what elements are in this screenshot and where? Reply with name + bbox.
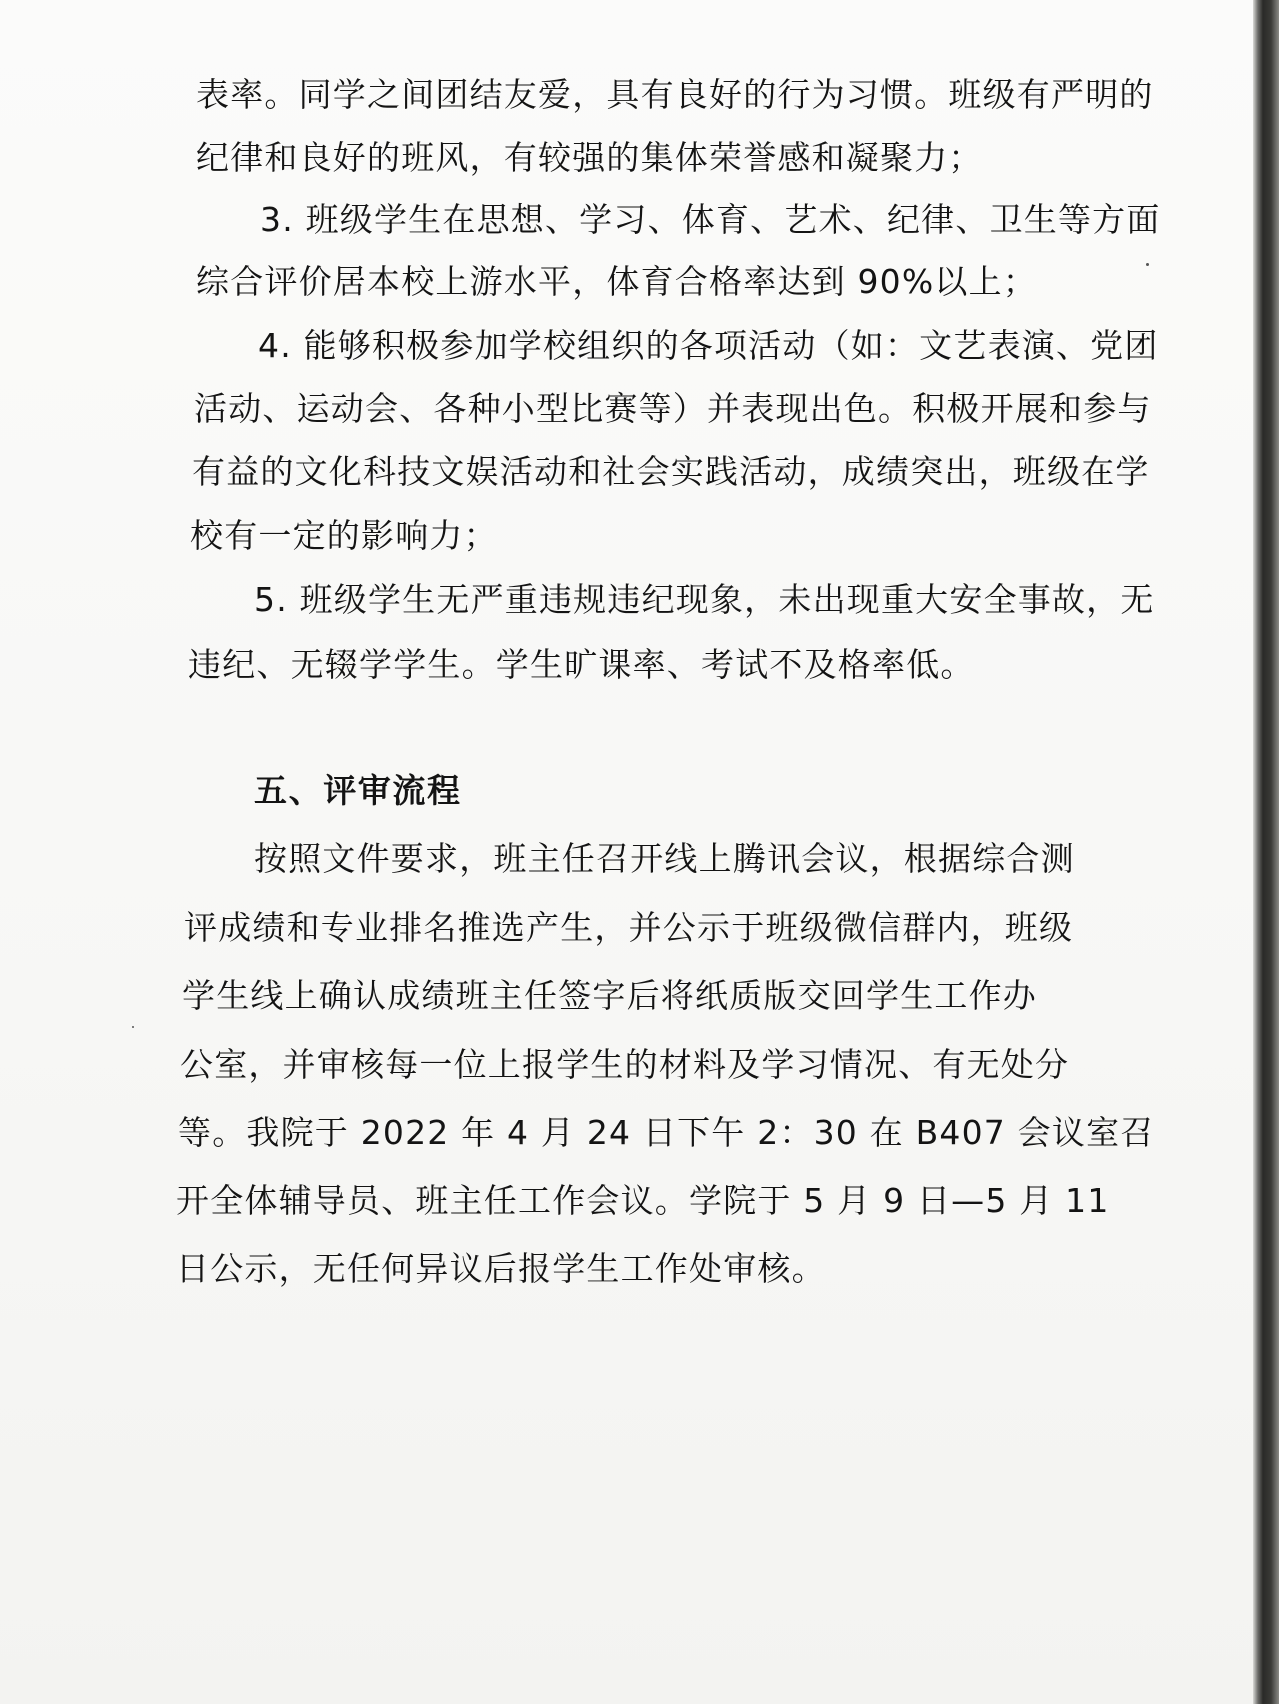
list-item-5-line: 违纪、无辍学学生。学生旷课率、考试不及格率低。: [188, 645, 975, 684]
list-item-4-line: 活动、运动会、各种小型比赛等）并表现出色。积极开展和参与: [194, 389, 1152, 428]
list-item-4-line: 校有一定的影响力；: [190, 516, 498, 555]
section-body-line: 公室，并审核每一位上报学生的材料及学习情况、有无处分: [180, 1045, 1070, 1084]
paragraph-line: 表率。同学之间团结友爱，具有良好的行为习惯。班级有严明的: [196, 75, 1154, 114]
list-item-3-line: 综合评价居本校上游水平，体育合格率达到 90%以上；: [196, 262, 1038, 301]
paragraph-line: 纪律和良好的班风，有较强的集体荣誉感和凝聚力；: [196, 138, 983, 177]
section-body-line: 学生线上确认成绩班主任签字后将纸质版交回学生工作办: [182, 976, 1037, 1015]
section-body-line: 按照文件要求，班主任召开线上腾讯会议，根据综合测: [254, 839, 1075, 878]
section-body-line: 日公示，无任何异议后报学生工作处审核。: [176, 1249, 826, 1288]
list-item-4-line: 有益的文化科技文娱活动和社会实践活动，成绩突出，班级在学: [192, 452, 1150, 491]
section-heading: 五、评审流程: [254, 771, 462, 810]
list-item-4-line: 4. 能够积极参加学校组织的各项活动（如：文艺表演、党团: [258, 326, 1159, 365]
section-body-line: 评成绩和专业排名推选产生，并公示于班级微信群内，班级: [184, 908, 1074, 947]
list-item-5-line: 5. 班级学生无严重违规违纪现象，未出现重大安全事故，无: [254, 580, 1155, 619]
list-item-3-line: 3. 班级学生在思想、学习、体育、艺术、纪律、卫生等方面: [260, 200, 1161, 239]
section-body-line: 开全体辅导员、班主任工作会议。学院于 5 月 9 日—5 月 11: [176, 1181, 1110, 1220]
section-body-line: 等。我院于 2022 年 4 月 24 日下午 2：30 在 B407 会议室召: [178, 1113, 1155, 1152]
